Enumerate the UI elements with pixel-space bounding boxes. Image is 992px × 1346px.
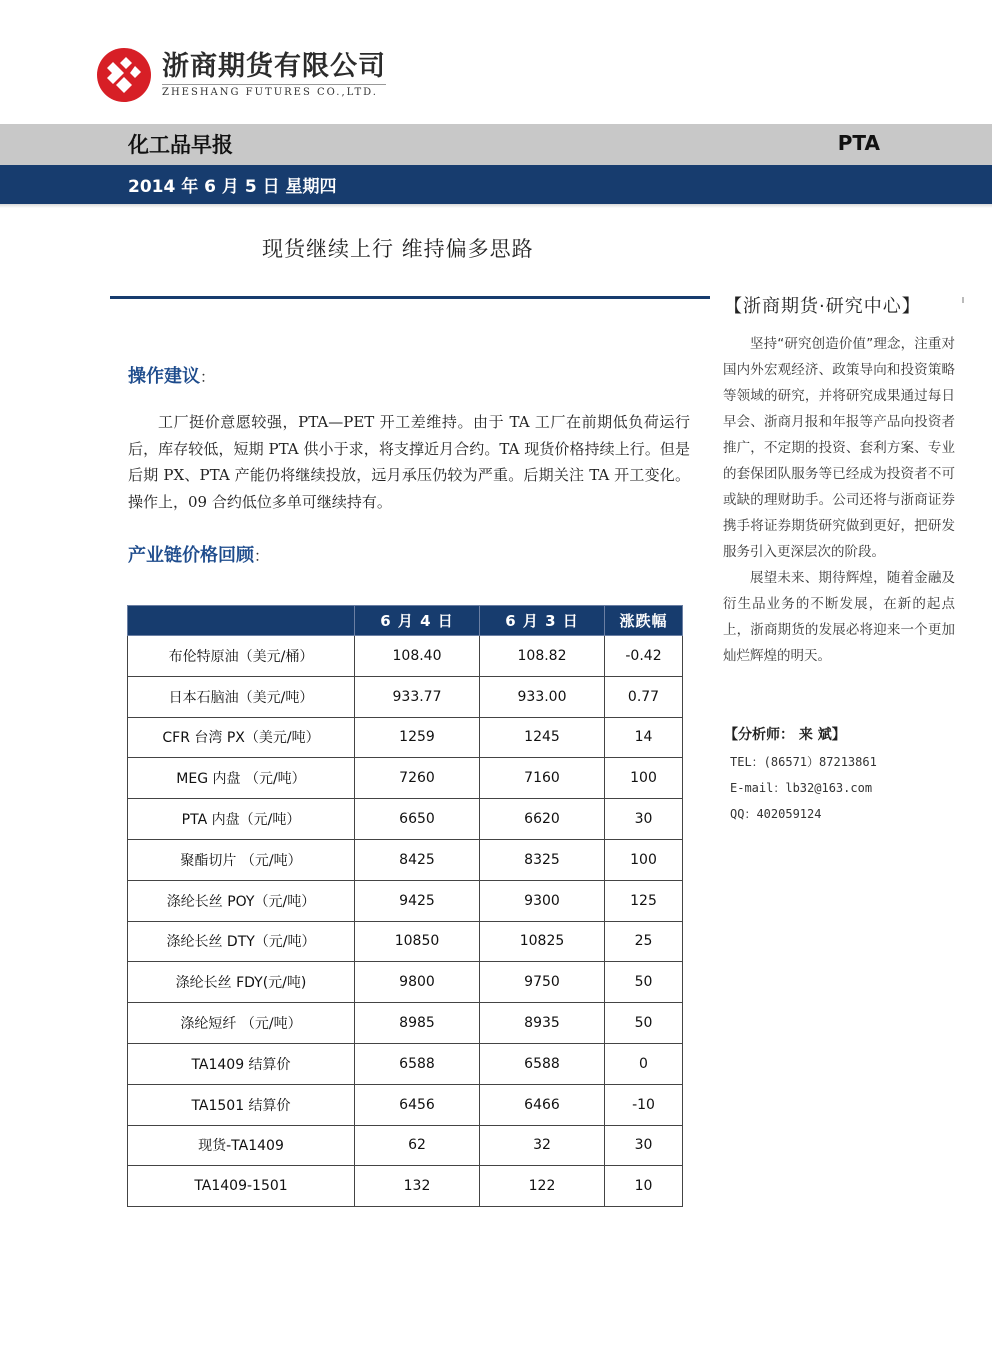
- table-row: [128, 1166, 683, 1207]
- change-cell: 10: [605, 1166, 683, 1207]
- jun3-value-cell: 8325: [480, 839, 605, 880]
- change-cell: 0.77: [605, 676, 683, 717]
- item-name-cell: 涤纶短纤 （元/吨）: [128, 1003, 355, 1044]
- table-row: [128, 1003, 683, 1044]
- change-cell: 30: [605, 1125, 683, 1166]
- report-date: 2014 年 6 月 5 日 星期四: [128, 177, 337, 197]
- table-row: [128, 839, 683, 880]
- item-name-cell: 涤纶长丝 FDY(元/吨): [128, 962, 355, 1003]
- jun3-value-cell: 933.00: [480, 676, 605, 717]
- table-row: [128, 758, 683, 799]
- jun4-value-cell: 1259: [355, 717, 480, 758]
- analyst-email: E-mail：lb32@163.com: [730, 781, 873, 795]
- jun3-value-cell: 6466: [480, 1084, 605, 1125]
- page-edge-mark: [962, 297, 964, 303]
- jun4-value-cell: 8985: [355, 1003, 480, 1044]
- jun3-value-cell: 8935: [480, 1003, 605, 1044]
- item-name-cell: 日本石脑油（美元/吨）: [128, 676, 355, 717]
- advice-body: 工厂挺价意愿较强，PTA—PET 开工差维持。由于 TA 工厂在前期低负荷运行后，库存较低，短期 PTA 供小于求，将支撑近月合约。TA 现货价格持续上行。但是后期 PX、PTA 产能仍将继续投放，远月承压仍较为严重。后期关注 TA 开工变化。操作上，09 合约低位多单可继续持有。: [128, 413, 690, 511]
- advice-heading: [128, 362, 215, 388]
- jun4-value-cell: 9800: [355, 962, 480, 1003]
- jun3-value-cell: 1245: [480, 717, 605, 758]
- analyst-tel: TEL：(86571）87213861: [730, 755, 877, 769]
- table-header-cell: 6 月 4 日: [355, 606, 480, 636]
- jun4-value-cell: 10850: [355, 921, 480, 962]
- advice-heading-text: 操作建议: [128, 366, 200, 387]
- change-cell: 100: [605, 839, 683, 880]
- table-row: [128, 962, 683, 1003]
- jun3-value-cell: 6588: [480, 1043, 605, 1084]
- jun3-value-cell: 7160: [480, 758, 605, 799]
- jun3-value-cell: 122: [480, 1166, 605, 1207]
- company-name-en: ZHESHANG FUTURES CO.,LTD.: [162, 84, 386, 100]
- company-name-cn: 浙商期货有限公司: [162, 51, 386, 82]
- headline-divider: [110, 296, 710, 299]
- item-name-cell: 涤纶长丝 POY（元/吨）: [128, 880, 355, 921]
- change-cell: 100: [605, 758, 683, 799]
- item-name-cell: CFR 台湾 PX（美元/吨）: [128, 717, 355, 758]
- item-name-cell: PTA 内盘（元/吨）: [128, 799, 355, 840]
- item-name-cell: 现货-TA1409: [128, 1125, 355, 1166]
- change-cell: 30: [605, 799, 683, 840]
- change-cell: 50: [605, 1003, 683, 1044]
- item-name-cell: TA1501 结算价: [128, 1084, 355, 1125]
- jun4-value-cell: 6456: [355, 1084, 480, 1125]
- jun3-value-cell: 108.82: [480, 636, 605, 677]
- jun4-value-cell: 6588: [355, 1043, 480, 1084]
- table-row: [128, 717, 683, 758]
- review-heading-text: 产业链价格回顾: [128, 545, 254, 566]
- report-header-bar: [0, 124, 992, 165]
- table-row: [128, 1125, 683, 1166]
- date-bar: [0, 165, 992, 204]
- sidebar-paragraph: 展望未来、期待辉煌，随着金融及衍生品业务的不断发展，在新的起点上，浙商期货的发展必将迎来一个更加灿烂辉煌的明天。: [723, 570, 955, 664]
- jun4-value-cell: 933.77: [355, 676, 480, 717]
- jun4-value-cell: 7260: [355, 758, 480, 799]
- jun4-value-cell: 62: [355, 1125, 480, 1166]
- table-row: [128, 799, 683, 840]
- jun4-value-cell: 8425: [355, 839, 480, 880]
- jun3-value-cell: 32: [480, 1125, 605, 1166]
- zheshang-logo-icon: [96, 47, 152, 103]
- change-cell: -10: [605, 1084, 683, 1125]
- sidebar-paragraph: 坚持“研究创造价值”理念，注重对国内外宏观经济、政策导向和投资策略等领域的研究，并将研究成果通过每日早会、浙商月报和年报等产品向投资者推广，不定期的投资、套利方案、专业的套保团队服务等已经成为投资者不可或缺的理财助手。公司还将与浙商证券携手将证券期货研究做到更好，把研发服务引入更深层次的阶段。: [723, 336, 955, 560]
- table-row: [128, 636, 683, 677]
- table-row: [128, 1084, 683, 1125]
- table-row: [128, 1043, 683, 1084]
- item-name-cell: 聚酯切片 （元/吨）: [128, 839, 355, 880]
- report-type-title: 化工品早报: [128, 133, 233, 157]
- change-cell: 14: [605, 717, 683, 758]
- table-header-row: [128, 606, 683, 636]
- item-name-cell: TA1409 结算价: [128, 1043, 355, 1084]
- advice-heading-colon: ：: [200, 368, 216, 386]
- jun3-value-cell: 6620: [480, 799, 605, 840]
- table-row: [128, 880, 683, 921]
- jun4-value-cell: 108.40: [355, 636, 480, 677]
- table-row: [128, 676, 683, 717]
- analyst-qq: QQ：402059124: [730, 807, 822, 821]
- company-logo: [96, 44, 386, 106]
- header-shadow: [0, 204, 992, 208]
- price-review-table: [127, 605, 683, 1207]
- jun3-value-cell: 9300: [480, 880, 605, 921]
- item-name-cell: 布伦特原油（美元/桶）: [128, 636, 355, 677]
- table-header-cell: [128, 606, 355, 636]
- jun3-value-cell: 9750: [480, 962, 605, 1003]
- jun4-value-cell: 9425: [355, 880, 480, 921]
- sidebar-body: [723, 331, 955, 669]
- item-name-cell: MEG 内盘 （元/吨）: [128, 758, 355, 799]
- jun3-value-cell: 10825: [480, 921, 605, 962]
- product-label: PTA: [837, 131, 880, 155]
- review-heading-colon: ：: [254, 547, 270, 565]
- table-row: [128, 921, 683, 962]
- review-heading: [128, 541, 269, 567]
- headline: 现货继续上行 维持偏多思路: [262, 237, 534, 261]
- change-cell: 0: [605, 1043, 683, 1084]
- item-name-cell: 涤纶长丝 DTY（元/吨）: [128, 921, 355, 962]
- jun4-value-cell: 132: [355, 1166, 480, 1207]
- change-cell: 125: [605, 880, 683, 921]
- analyst-label: 【分析师： 来 斌】: [724, 727, 846, 743]
- jun4-value-cell: 6650: [355, 799, 480, 840]
- item-name-cell: TA1409-1501: [128, 1166, 355, 1207]
- change-cell: -0.42: [605, 636, 683, 677]
- table-header-cell: 6 月 3 日: [480, 606, 605, 636]
- table-header-cell: 涨跌幅: [605, 606, 683, 636]
- sidebar-title: 【浙商期货·研究中心】: [724, 296, 921, 317]
- change-cell: 25: [605, 921, 683, 962]
- change-cell: 50: [605, 962, 683, 1003]
